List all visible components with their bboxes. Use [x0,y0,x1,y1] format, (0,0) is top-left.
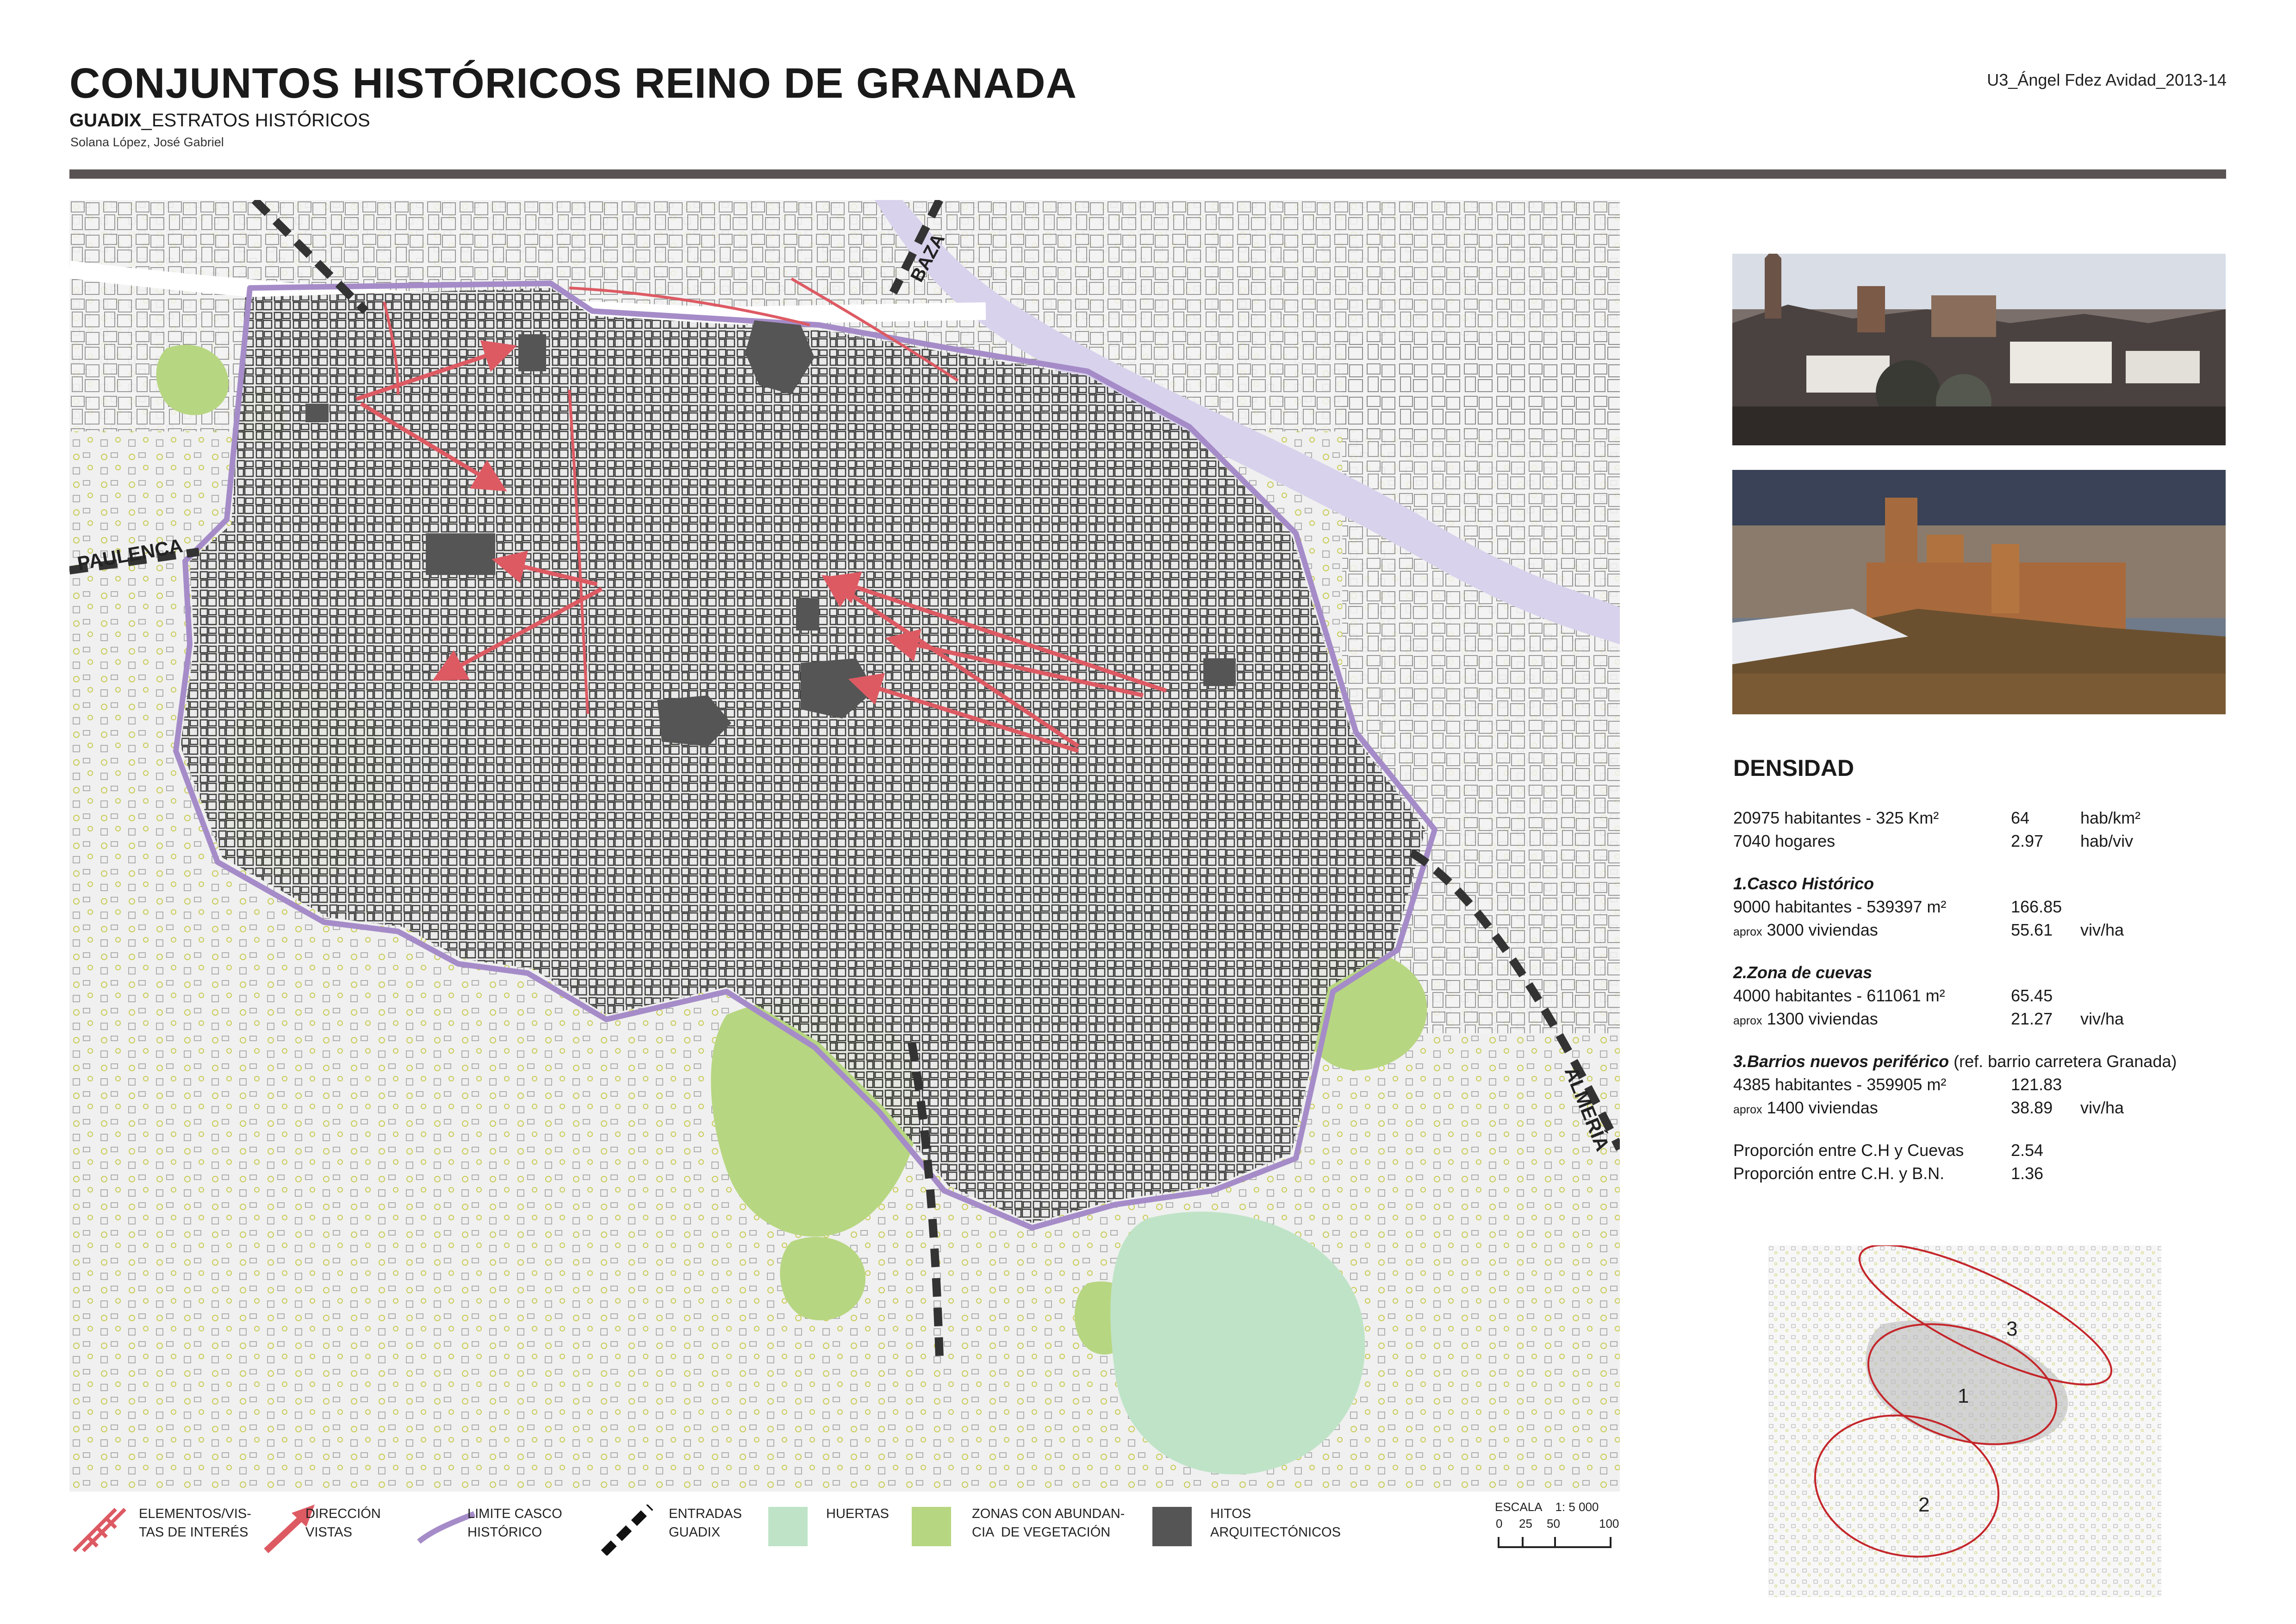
density-unit: viv/ha [2080,1009,2124,1028]
authors: Solana López, José Gabriel [70,135,224,149]
density-row [1733,831,2227,855]
proportion-value: 1.36 [2011,1164,2044,1183]
cuevas-title: 2.Zona de cuevas [1733,963,1873,982]
scale-ratio: 1: 5 000 [1555,1500,1599,1514]
zone-3-label: 3 [2006,1318,2018,1340]
density-text: 3000 viviendas [1767,920,1878,939]
density-row [1733,986,2227,1009]
landmark-2 [305,404,329,422]
landmark-7 [1203,658,1236,686]
label-paulenca: PAULENCA [75,534,185,575]
scale-bar [1495,1500,1634,1560]
density-row [1733,1075,2227,1098]
section-title [1733,874,2227,897]
proportion-row [1733,1141,2227,1164]
density-value: 21.27 [2011,1009,2053,1028]
density-unit: viv/ha [2080,920,2124,939]
proportion-value: 2.54 [2011,1141,2044,1160]
density-value: 166.85 [2011,897,2062,916]
photo-cityscape [1732,254,2226,445]
density-row [1733,897,2227,920]
landmark-1 [518,334,546,371]
density-text: 4000 habitantes - 611061 m² [1733,986,1945,1005]
entrances-icon [597,1505,657,1555]
density-unit: hab/viv [2080,831,2134,850]
legend-limite [467,1505,562,1542]
legend-entradas [669,1505,742,1542]
vegetation-swatch [912,1507,951,1546]
landmark-swatch [1152,1507,1192,1546]
subtitle-topic: _ESTRATOS HISTÓRICOS [141,110,370,131]
zones-minimap [1768,1245,2161,1597]
density-text: 7040 hogares [1733,831,1836,850]
photo-alcazaba [1732,470,2226,714]
alcazaba-image [1732,470,2226,714]
legend-label: HUERTAS [826,1506,889,1521]
scale-tick: 100 [1599,1517,1619,1530]
course-info: U3_Ángel Fdez Avidad_2013-14 [1987,70,2227,89]
scale-tick: 50 [1547,1517,1560,1530]
proportion-text: Proporción entre C.H. y B.N. [1733,1164,1945,1183]
density-value: 2.97 [2011,831,2044,850]
zone-2-label: 2 [1918,1493,1930,1516]
density-row [1733,1098,2227,1121]
views-of-interest-icon [69,1505,130,1555]
landmark-4 [796,598,819,631]
scale-graphic [1495,1533,1615,1552]
landmark-3 [426,533,495,575]
section-title [1733,1052,2227,1075]
aprox-prefix: aprox [1733,1014,1762,1027]
density-text: 9000 habitantes - 539397 m² [1733,897,1947,916]
density-text: 4385 habitantes - 359905 m² [1733,1075,1947,1094]
legend-label: LIMITE CASCO HISTÓRICO [467,1506,562,1540]
density-unit: viv/ha [2080,1098,2124,1117]
proportion-text: Proporción entre C.H y Cuevas [1733,1141,1964,1160]
legend-elementos [139,1505,251,1542]
subtitle-place: GUADIX [69,110,142,131]
legend-label: HITOS ARQUITECTÓNICOS [1210,1506,1341,1540]
density-heading: DENSIDAD [1733,755,1854,781]
proportion-row [1733,1164,2227,1187]
density-panel [1733,755,2227,1187]
legend-label: ELEMENTOS/VIS- TAS DE INTERÉS [139,1506,251,1540]
aprox-prefix: aprox [1733,925,1762,938]
legend-huertas [826,1505,889,1523]
density-value: 55.61 [2011,920,2053,939]
scale-tick: 0 [1496,1517,1503,1530]
cityscape-image [1732,254,2226,445]
density-text: 1300 viviendas [1767,1009,1878,1028]
barrios-note: (ref. barrio carretera Granada) [1949,1052,2177,1071]
legend-label: ZONAS CON ABUNDAN- CIA DE VEGETACIÓN [972,1506,1125,1540]
legend-label: ENTRADAS GUADIX [669,1506,742,1540]
zone-1-label: 1 [1958,1385,1969,1407]
density-text: 1400 viviendas [1767,1098,1878,1117]
legend-direccion [305,1505,381,1542]
legend-zonas [972,1505,1125,1542]
density-text: 20975 habitantes - 325 Km² [1733,808,1939,827]
aprox-prefix: aprox [1733,1103,1762,1116]
scale-tick: 25 [1519,1517,1532,1530]
barrios-title: 3.Barrios nuevos periférico [1733,1052,1949,1071]
huertas-swatch [768,1507,808,1546]
casco-title: 1.Casco Histórico [1733,874,1874,893]
density-row [1733,808,2227,831]
density-value: 38.89 [2011,1098,2053,1117]
legend-hitos [1210,1505,1341,1542]
label-almeria: ALMERÍA [1560,1063,1614,1154]
density-value: 64 [2011,808,2030,827]
scale-label: ESCALA [1495,1500,1542,1514]
density-value: 65.45 [2011,986,2053,1005]
density-row [1733,1009,2227,1032]
page-title: CONJUNTOS HISTÓRICOS REINO DE GRANADA [69,60,1077,107]
label-baza: BAZA [907,230,949,286]
density-unit: hab/km² [2080,808,2141,827]
header-rule [69,169,2226,179]
page-subtitle [69,110,370,131]
density-row [1733,920,2227,943]
section-title [1733,963,2227,986]
density-value: 121.83 [2011,1075,2062,1094]
legend-label: DIRECCIÓN VISTAS [305,1506,381,1540]
historic-map [69,200,1620,1492]
